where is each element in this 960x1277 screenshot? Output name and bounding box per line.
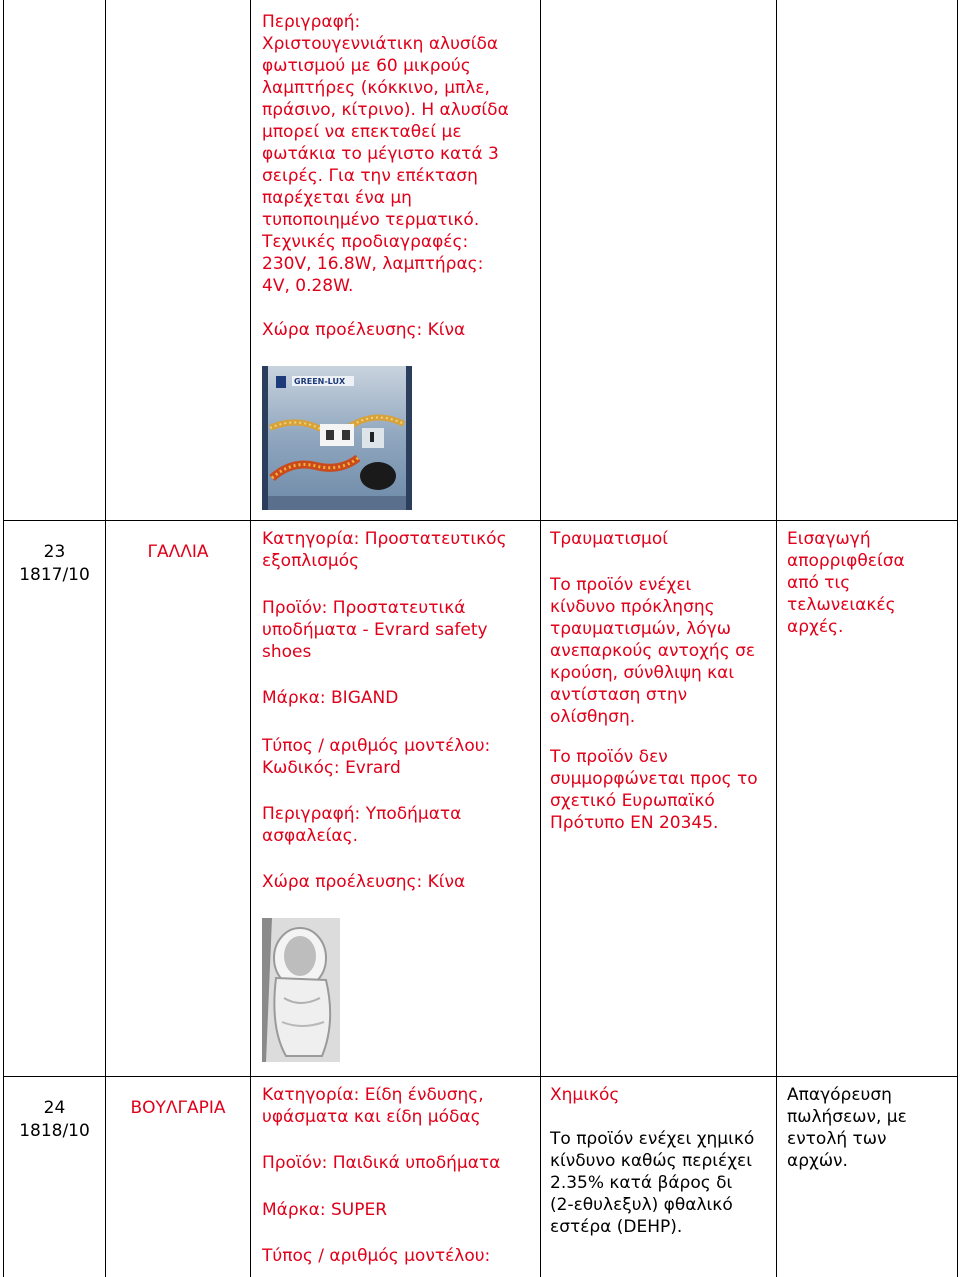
safety-shoe-illustration (262, 918, 340, 1062)
row23-product: Προϊόν: Προστατευτικά υποδήματα - Evrard safety shoes (262, 598, 488, 662)
row23-risk-type: Τραυματισμοί (550, 529, 668, 549)
row23-measures: Εισαγωγή απορριφθείσα από τις τελωνειακές αρχές. (787, 529, 905, 637)
row23-number: 23 (43, 542, 66, 562)
row24-product: Προϊόν: Παιδικά υποδήματα (262, 1153, 501, 1173)
row24-ref: 1818/10 (19, 1121, 90, 1141)
row24-brand: Μάρκα: SUPER (262, 1200, 388, 1220)
table-border-left (3, 0, 4, 1277)
row23-compliance: Το προϊόν δεν συμμορφώνεται προς το σχετικό Ευρωπαϊκό Πρότυπο EN 20345. (550, 747, 758, 833)
row24-country: ΒΟΥΛΓΑΡΙΑ (130, 1098, 226, 1118)
row24-measures: Απαγόρευση πωλήσεων, με εντολή των αρχών. (787, 1085, 907, 1171)
row24-model: Τύπος / αριθμός μοντέλου: (262, 1246, 491, 1266)
row23-risk-text: Το προϊόν ενέχει κίνδυνο πρόκλησης τραυματισμών, λόγω ανεπαρκούς αντοχής σε κρούση, σύνθλιψη και αντίσταση στην ολίσθηση. (550, 575, 756, 727)
row23-country: ΓΑΛΛΙΑ (147, 542, 209, 562)
christmas-lights-box-illustration (262, 366, 412, 510)
row24-risk-text: Το προϊόν ενέχει χημικό κίνδυνο καθώς περιέχει 2.35% κατά βάρος δι (2-εθυλεξυλ) φθαλικό εστέρα (DEHP). (550, 1129, 755, 1237)
row24-risk-type: Χημικός (550, 1085, 620, 1105)
box-brand-label: GREEN-LUX (294, 377, 346, 386)
col-divider-3 (540, 0, 541, 1277)
row-divider-23-24 (3, 1076, 958, 1077)
row-divider-22-23 (3, 520, 958, 521)
col-divider-2 (250, 0, 251, 1277)
row22-origin: Χώρα προέλευσης: Κίνα (262, 320, 466, 340)
row24-category: Κατηγορία: Είδη ένδυσης, υφάσματα και είδη μόδας (262, 1085, 484, 1127)
row23-ref: 1817/10 (19, 565, 90, 585)
row23-model: Τύπος / αριθμός μοντέλου: Κωδικός: Evrard (262, 736, 491, 778)
row23-origin: Χώρα προέλευσης: Κίνα (262, 872, 466, 892)
row23-category: Κατηγορία: Προστατευτικός εξοπλισμός (262, 529, 507, 571)
row23-description: Περιγραφή: Υποδήματα ασφαλείας. (262, 804, 462, 846)
row24-number: 24 (43, 1098, 66, 1118)
row22-description: Περιγραφή: Χριστουγεννιάτικη αλυσίδα φωτισμού με 60 μικρούς λαμπτήρες (κόκκινο, μπλε, πράσινο, κίτρινο). Η αλυσίδα μπορεί να επεκταθεί με φωτάκια το μέγιστο κατά 3 σειρές. Για την επέκταση παρέχεται ένα μη τυποποιημένο τερματικό. Τεχνικές προδιαγραφές: 230V, 16.8W, λαμπτήρας: 4V, 0.28W. (262, 12, 509, 296)
safety-shoe-photo (262, 918, 340, 1062)
christmas-lights-product-photo (262, 366, 412, 510)
col-divider-4 (776, 0, 777, 1277)
col-divider-1 (105, 0, 106, 1277)
row23-brand: Μάρκα: BIGAND (262, 688, 399, 708)
table-border-right (957, 0, 958, 1277)
